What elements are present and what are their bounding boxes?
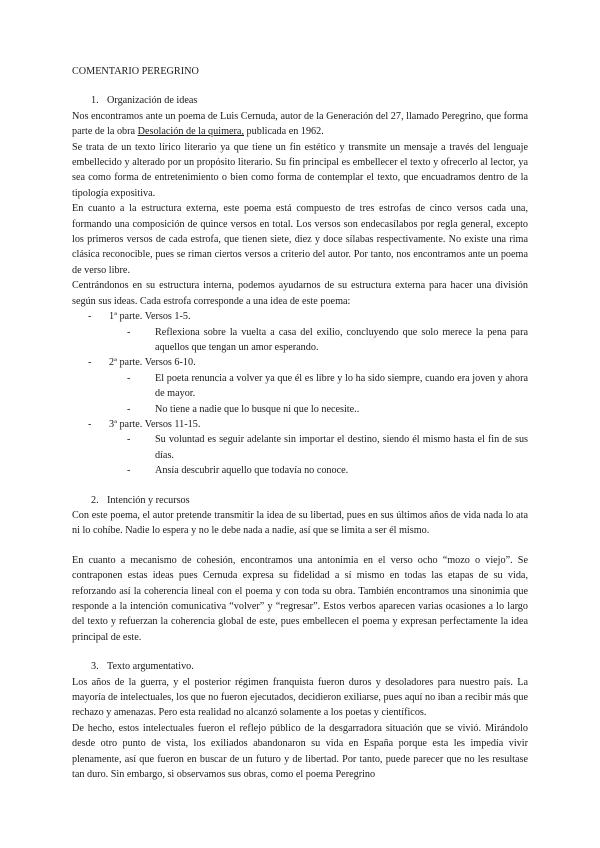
section-number: 3.: [91, 661, 99, 673]
paragraph-intencion: Con este poema, el autor pretende transmitir la idea de su libertad, pues en sus últimos años de vida nada lo ata ni lo cohíbe. Nadie lo espera y no le debe nada a nadie, así que se limita a ser él mismo.: [72, 509, 528, 537]
section-heading-intencion: [91, 493, 528, 508]
sub-list-item: - El poeta renuncia a volver ya que él es libre y lo ha sido siempre, cuando era joven y ahora de mayor.: [109, 371, 528, 402]
list-item: [72, 417, 528, 479]
sub-list: [109, 432, 528, 478]
list-item: [72, 309, 528, 355]
paragraph-exiliados: De hecho, estos intelectuales fueron el reflejo público de la desgarradora situación que se vivió. Mirándolo desde otro punto de vista, los exiliados abandonaron su vida en España porque esta les impedía vivir plenamente, así que fueron en buscar de un futuro y de libertad. Por tanto, puede parecer que no les resultase tan duro. Sin embargo, si observamos sus obras, como el poema Peregrino: [72, 722, 528, 781]
sub-list-item: - Reflexiona sobre la vuelta a casa del exilio, concluyendo que solo merece la pena para aquellos que tengan un amor esperando.: [109, 325, 528, 356]
paragraph-intro: [72, 109, 528, 140]
spacer: [72, 479, 528, 493]
document-body: [72, 64, 528, 782]
sub-list-item: - No tiene a nadie que lo busque ni que lo necesite..: [109, 402, 528, 417]
section-heading-text: Organización de ideas: [107, 95, 198, 107]
part-label: 2ª parte. Versos 6-10.: [109, 357, 196, 369]
paragraph-estructura-externa: En cuanto a la estructura externa, este poema está compuesto de tres estrofas de cinco versos cada una, formando una composición de quince versos en total. Los versos son endecasílabos por regla general, excepto los primeros versos de cada estrofa, que tienen siete, diez y doce sílabas respectivamente. No existe una rima clásica reconocible, pues se riman ciertos versos a criterio del autor. Por tanto, nos encontramos ante un poema de verso libre.: [72, 203, 528, 276]
paragraph-estructura-interna: Centrándonos en su estructura interna, podemos ayudarnos de su estructura externa para hacer una división según sus ideas. Cada estrofa corresponde a una idea de este poema:: [72, 280, 528, 307]
paragraph-text: Nos encontramos ante un poema de Luis Cernuda, autor de la Generación del 27, llamado Peregrino, que forma parte de la obra: [72, 110, 528, 138]
section-number: 2.: [91, 494, 99, 506]
sub-list-item: - Ansía descubrir aquello que todavía no conoce.: [109, 463, 528, 478]
paragraph-guerra: Los años de la guerra, y el posterior régimen franquista fueron duros y desoladores para nuestro país. La mayoría de intelectuales, los que no fueron ejecutados, decidieron exiliarse, pues aquí no iban a recibir más que rechazo y amenazas. Pero esta realidad no alcanzó solamente a los poetas y científicos.: [72, 676, 528, 719]
spacer: [72, 645, 528, 659]
sub-list: [109, 371, 528, 417]
section-heading-text: Texto argumentativo.: [107, 661, 194, 673]
section-number: 1.: [91, 95, 99, 107]
section-heading-argumentativo: [91, 659, 528, 674]
document-title: COMENTARIO PEREGRINO: [72, 66, 199, 77]
section-heading-text: Intención y recursos: [107, 494, 190, 506]
spacer: [72, 539, 528, 553]
section-heading-organizacion: [91, 93, 528, 108]
part-label: 1ª parte. Versos 1-5.: [109, 311, 191, 323]
paragraph-tipologia: Se trata de un texto lírico literario ya que tiene un fin estético y transmite un mensaje a través del lenguaje embellecido y alterado por un propósito literario. Su fin principal es embellecer el texto y ofrecerlo al lector, ya sea como forma de entretenimiento o bien como forma de contemplar el texto, que encuadramos dentro de la tipología expositiva.: [72, 141, 528, 199]
sub-list: [109, 325, 528, 356]
parts-list: [72, 309, 528, 478]
list-item: [72, 355, 528, 417]
sub-list-item: - Su voluntad es seguir adelante sin importar el destino, siendo él mismo hasta el fin de sus días.: [109, 432, 528, 463]
work-title: Desolación de la quimera,: [137, 126, 244, 138]
part-label: 3ª parte. Versos 11-15.: [109, 418, 201, 430]
paragraph-cohesion: En cuanto a mecanismo de cohesión, encontramos una antonimia en el verso ocho “mozo o viejo”. Se contraponen estas ideas pues Cernuda expresa su fidelidad a sí mismo en todas las etapas de su vida, reforzando así la coherencia lineal con el poema y con toda su obra. También encontramos una sinonimia que responde a la intención comunicativa “volver” y “regresar”. Estos verbos aparecen varias ocasiones a lo largo del texto y refuerzan la coherencia global de este, pues embellecen el poema y expresan perfectamente la idea principal de este.: [72, 554, 528, 643]
paragraph-text: publicada en 1962.: [244, 126, 324, 138]
